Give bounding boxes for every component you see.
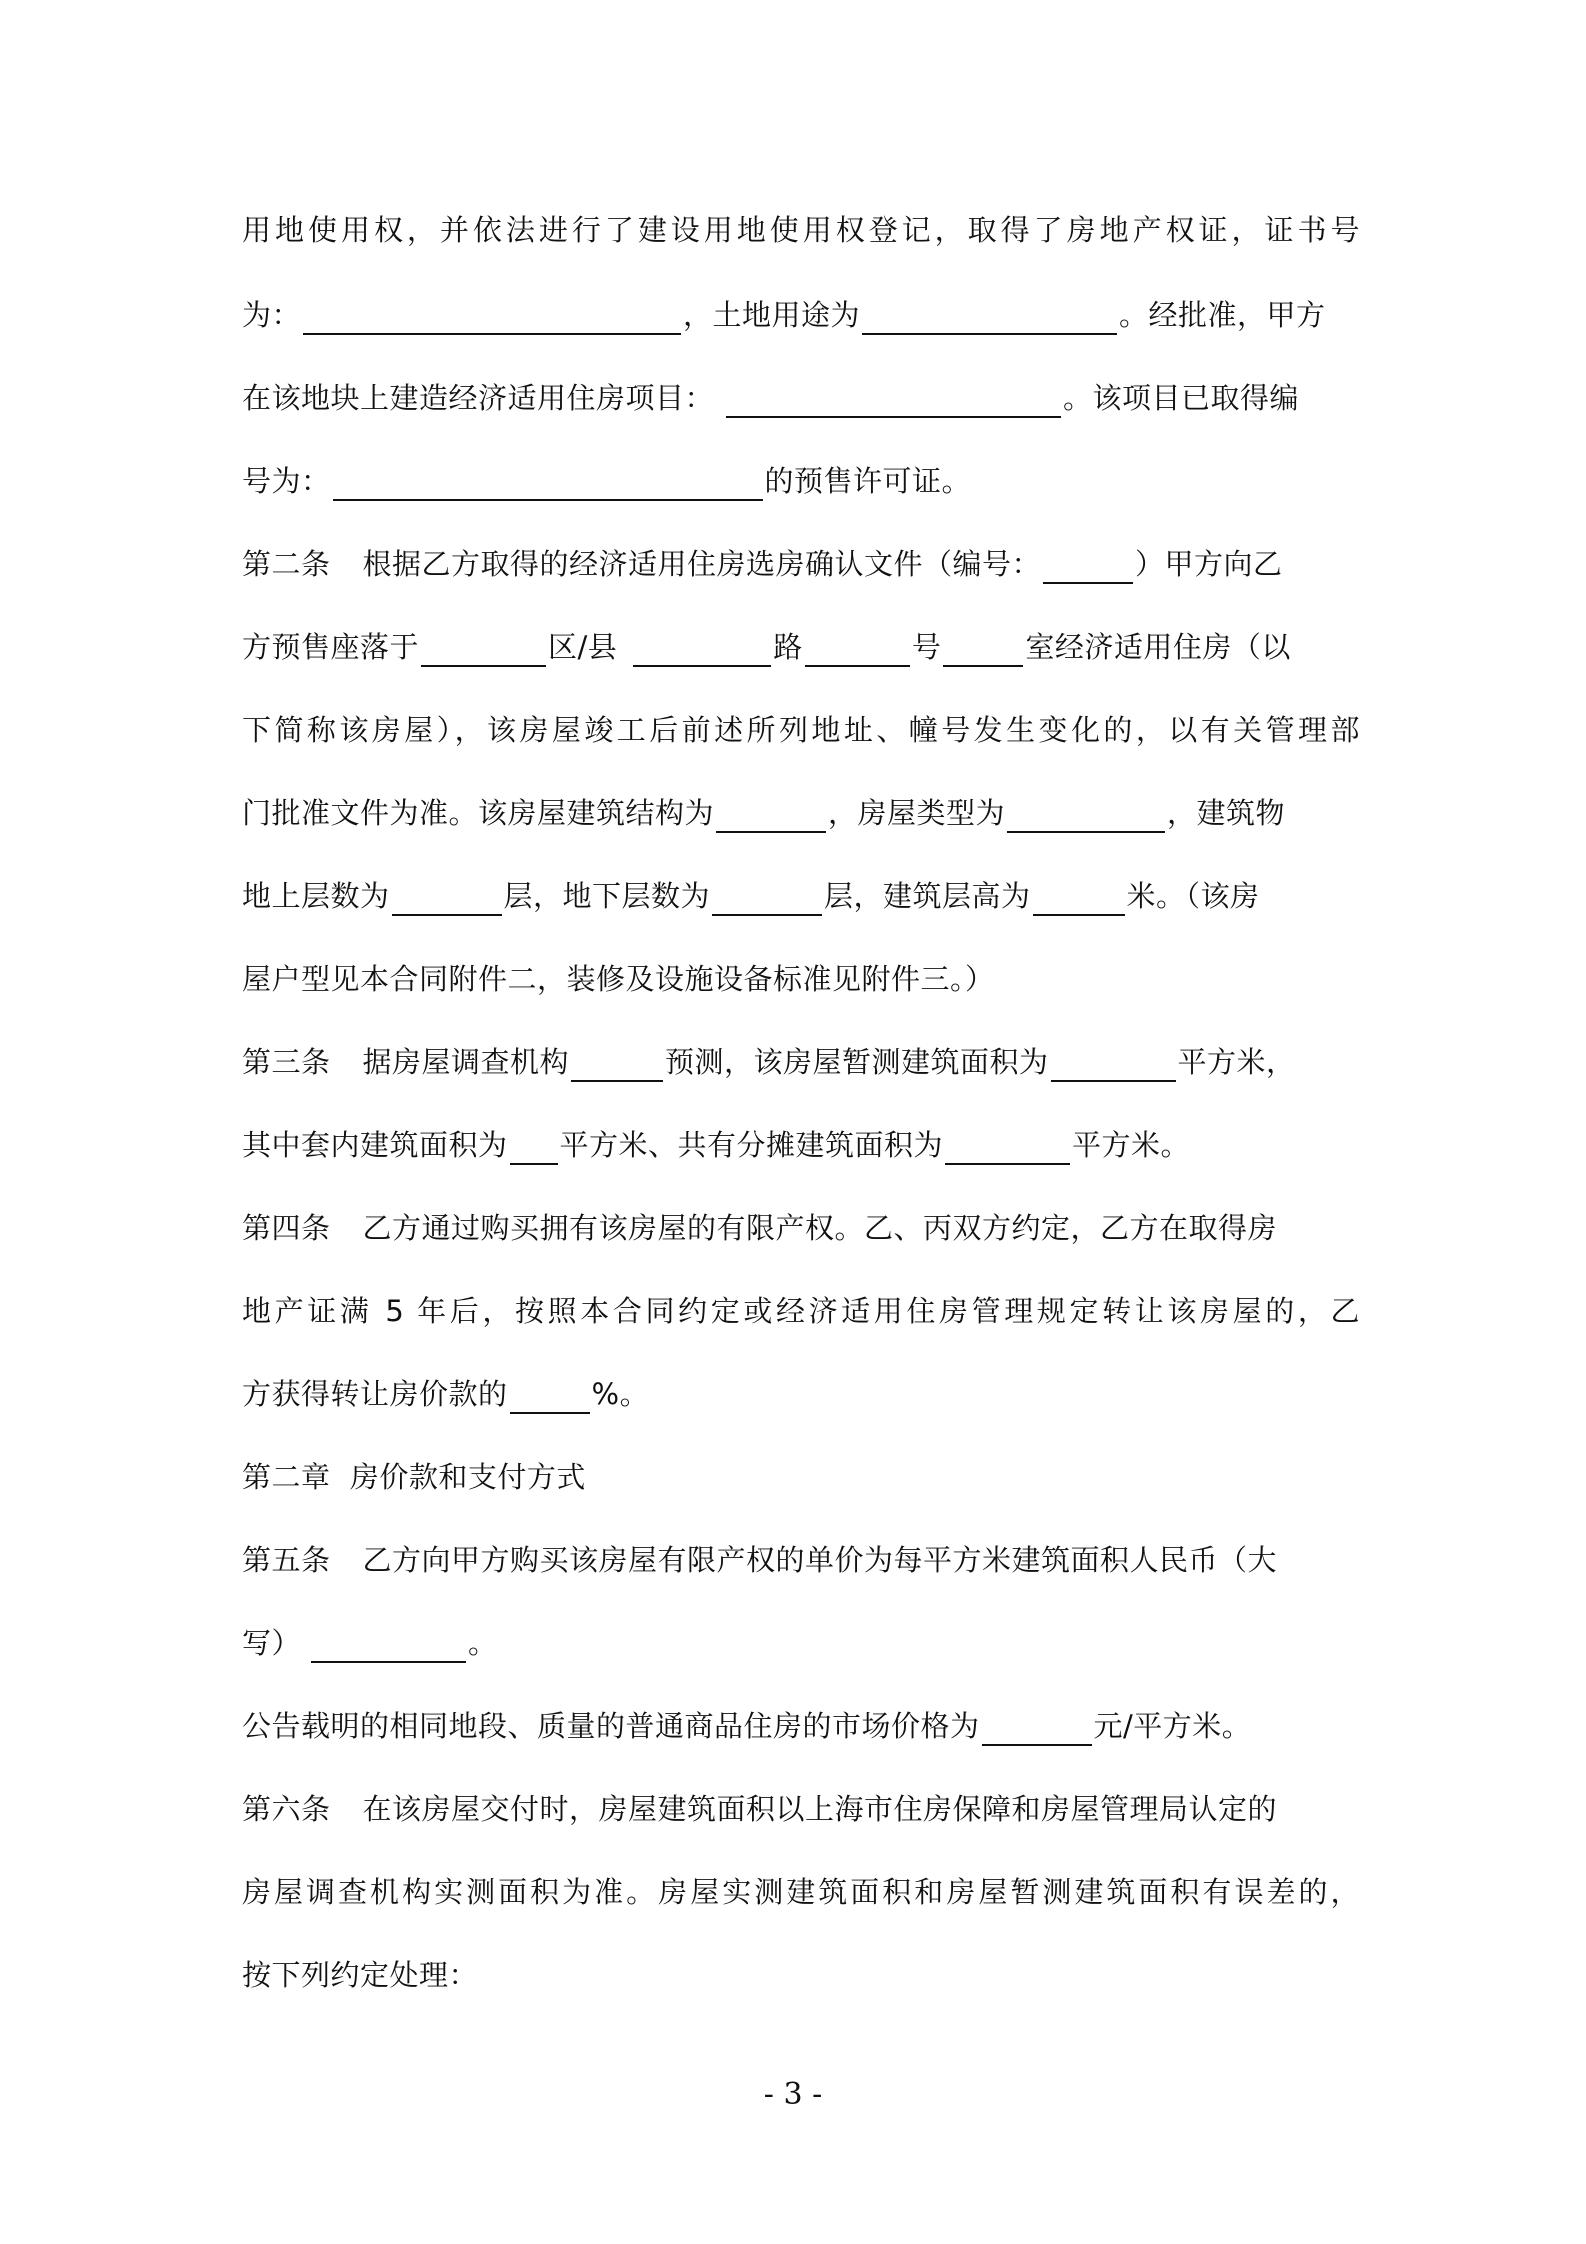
text: ）甲方向乙 xyxy=(1135,547,1283,581)
text: 元/平方米。 xyxy=(1093,1709,1252,1743)
text-line-22 xyxy=(242,1945,1360,2005)
text-line-7 xyxy=(242,700,1360,760)
text: 公告载明的相同地段、质量的普通商品住房的市场价格为 xyxy=(242,1709,980,1743)
text: 层，建筑层高为 xyxy=(824,879,1031,913)
text-line-13 xyxy=(242,1198,1360,1258)
text: 门批准文件为准。该房屋建筑结构为 xyxy=(242,796,715,830)
text-line-9 xyxy=(242,866,1360,926)
text: 平方米。 xyxy=(1072,1128,1191,1162)
text-line-18 xyxy=(242,1613,1360,1673)
interior-area-blank xyxy=(510,1129,558,1165)
text: 号为： xyxy=(242,464,331,498)
text: %。 xyxy=(591,1377,650,1411)
text: 根据乙方取得的经济适用住房选房确认文件（编号： xyxy=(362,547,1042,581)
text: ，土地用途为 xyxy=(683,298,861,332)
article-label: 第五条 xyxy=(242,1543,331,1577)
presale-permit-number-blank xyxy=(333,465,763,501)
transfer-percentage-blank xyxy=(510,1378,590,1414)
article-label: 第三条 xyxy=(242,1045,331,1079)
text: 的预售许可证。 xyxy=(764,464,972,498)
text: 房屋调查机构实测面积为准。房屋实测建筑面积和房屋暂测建筑面积有误差的， xyxy=(242,1875,1360,1909)
text-line-8 xyxy=(242,783,1360,843)
text: 方获得转让房价款的 xyxy=(242,1377,508,1411)
text: 乙方向甲方购买该房屋有限产权的单价为每平方米建筑面积人民币（大 xyxy=(362,1543,1278,1577)
text: 用地使用权，并依法进行了建设用地使用权登记，取得了房地产权证，证书号 xyxy=(242,213,1360,247)
number-blank xyxy=(805,631,910,667)
text-line-2 xyxy=(242,285,1360,345)
survey-agency-blank xyxy=(571,1046,663,1082)
text: 屋户型见本合同附件二，装修及设施设备标准见附件三。） xyxy=(242,962,995,996)
text: 平方米、共有分摊建筑面积为 xyxy=(559,1128,944,1162)
confirmation-number-blank xyxy=(1043,548,1133,584)
text: 按下列约定处理： xyxy=(242,1958,479,1992)
text-line-15 xyxy=(242,1364,1360,1424)
article-label: 第二条 xyxy=(242,547,331,581)
text: 据房屋调查机构 xyxy=(362,1045,570,1079)
chapter-heading xyxy=(242,1447,1360,1507)
estimated-area-blank xyxy=(1051,1046,1176,1082)
text: 为： xyxy=(242,298,302,332)
text: 室经济适用住房（以 xyxy=(1025,630,1291,664)
text-line-17 xyxy=(242,1530,1360,1590)
above-ground-floors-blank xyxy=(392,880,502,916)
text-line-12 xyxy=(242,1115,1360,1175)
text-line-6 xyxy=(242,617,1360,677)
text: 。该项目已取得编 xyxy=(1063,381,1300,415)
text: 其中套内建筑面积为 xyxy=(242,1128,508,1162)
text-line-1 xyxy=(242,200,1360,260)
text: 在该地块上建造经济适用住房项目： xyxy=(242,381,715,415)
house-type-blank xyxy=(1007,797,1165,833)
text: 号 xyxy=(911,630,942,664)
text: 地上层数为 xyxy=(242,879,390,913)
certificate-number-blank xyxy=(303,299,681,335)
text: 平方米， xyxy=(1177,1045,1296,1079)
text-line-4 xyxy=(242,451,1360,511)
road-blank xyxy=(633,631,771,667)
text: 。经批准，甲方 xyxy=(1119,298,1326,332)
text: ，建筑物 xyxy=(1167,796,1286,830)
project-name-blank xyxy=(726,382,1061,418)
text-line-3 xyxy=(242,368,1360,428)
text: 路 xyxy=(773,630,803,664)
text: 预测，该房屋暂测建筑面积为 xyxy=(665,1045,1049,1079)
text-line-20 xyxy=(242,1779,1360,1839)
text-line-21 xyxy=(242,1862,1360,1922)
page-number: - 3 - xyxy=(763,2077,823,2112)
text: 层，地下层数为 xyxy=(503,879,711,913)
unit-price-blank xyxy=(311,1627,466,1663)
text: 写） xyxy=(242,1626,302,1660)
text: 米。（该房 xyxy=(1126,879,1260,913)
text: 下简称该房屋），该房屋竣工后前述所列地址、幢号发生变化的，以有关管理部 xyxy=(242,713,1360,747)
text: ，房屋类型为 xyxy=(828,796,1006,830)
market-price-blank xyxy=(982,1710,1092,1746)
underground-floors-blank xyxy=(712,880,822,916)
text-line-10 xyxy=(242,949,1360,1009)
text: 第二章 房价款和支付方式 xyxy=(242,1460,586,1494)
building-structure-blank xyxy=(716,797,826,833)
room-blank xyxy=(943,631,1023,667)
text: 乙方通过购买拥有该房屋的有限产权。乙、丙双方约定，乙方在取得房 xyxy=(362,1211,1278,1245)
land-use-blank xyxy=(862,299,1117,335)
text-line-19 xyxy=(242,1696,1360,1756)
text: 方预售座落于 xyxy=(242,630,420,664)
text: 在该房屋交付时，房屋建筑面积以上海市住房保障和房屋管理局认定的 xyxy=(362,1792,1278,1826)
text-line-14 xyxy=(242,1281,1360,1341)
article-label: 第六条 xyxy=(242,1792,331,1826)
district-blank xyxy=(421,631,546,667)
floor-height-blank xyxy=(1033,880,1125,916)
text: 地产证满 5 年后，按照本合同约定或经济适用住房管理规定转让该房屋的，乙 xyxy=(242,1294,1360,1328)
shared-area-blank xyxy=(945,1129,1070,1165)
article-label: 第四条 xyxy=(242,1211,331,1245)
text-line-11 xyxy=(242,1032,1360,1092)
text: 区/县 xyxy=(548,630,618,664)
text: 。 xyxy=(468,1626,498,1660)
text-line-5 xyxy=(242,534,1360,594)
